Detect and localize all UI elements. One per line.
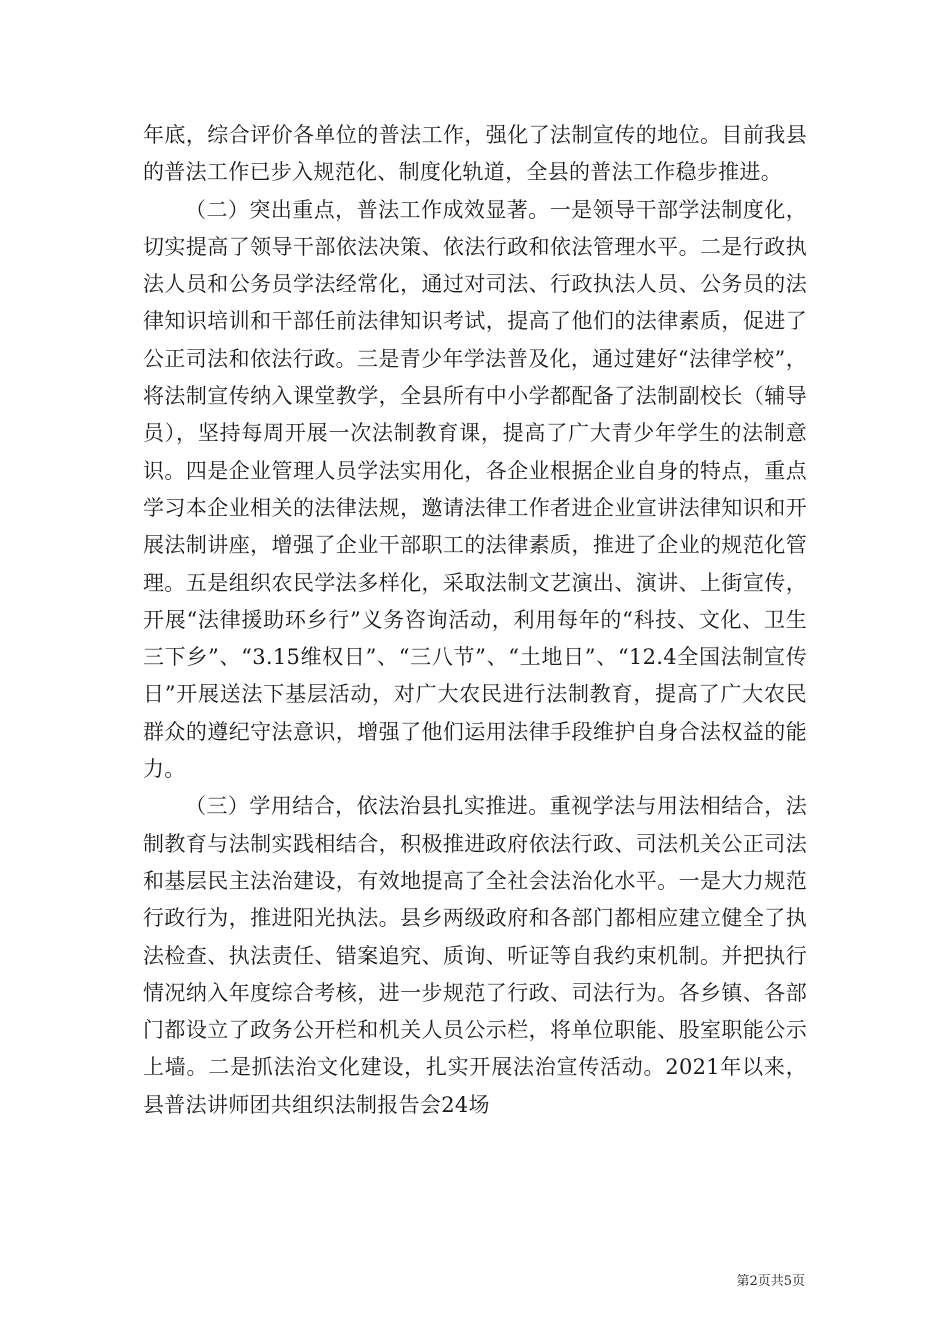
paragraph-2: （二）突出重点，普法工作成效显著。一是领导干部学法制度化，切实提高了领导干部依法决策、依法行政和依法管理水平。二是行政执法人员和公务员学法经常化，通过对司法、行政执法人员、公务员的法律知识培训和干部任前法律知识考试，提高了他们的法律素质，促进了公正司法和依法行政。三是青少年学法普及化，通过建好“法律学校”，将法制宣传纳入课堂教学，全县所有中小学都配备了法制副校长（辅导员），坚持每周开展一次法制教育课，提高了广大青少年学生的法制意识。四是企业管理人员学法实用化，各企业根据企业自身的特点，重点学习本企业相关的法律法规，邀请法律工作者进企业宣讲法律知识和开展法制讲座，增强了企业干部职工的法律素质，推进了企业的规范化管理。五是组织农民学法多样化，采取法制文艺演出、演讲、上街宣传，开展“法律援助环乡行”义务咨询活动，利用每年的“科技、文化、卫生三下乡”、“3.15维权日”、“三八节”、“土地日”、“12.4全国法制宣传日”开展送法下基层活动，对广大农民进行法制教育，提高了广大农民群众的遵纪守法意识，增强了他们运用法律手段维护自身合法权益的能力。 bbox=[143, 197, 807, 782]
document-body bbox=[143, 117, 807, 1124]
page-number-footer: 第2页共5页 bbox=[736, 1274, 805, 1289]
paragraph-3: （三）学用结合，依法治县扎实推进。重视学法与用法相结合，法制教育与法制实践相结合，积极推进政府依法行政、司法机关公正司法和基层民主法治建设，有效地提高了全社会法治化水平。一是大力规范行政行为，推进阳光执法。县乡两级政府和各部门都相应建立健全了执法检查、执法责任、错案追究、质询、听证等自我约束机制。并把执行情况纳入年度综合考核，进一步规范了行政、司法行为。各乡镇、各部门都设立了政务公开栏和机关人员公示栏，将单位职能、股室职能公示上墙。二是抓法治文化建设，扎实开展法治宣传活动。2021年以来，县普法讲师团共组织法制报告会24场 bbox=[143, 794, 807, 1117]
paragraph-1: 年底，综合评价各单位的普法工作，强化了法制宣传的地位。目前我县的普法工作已步入规范化、制度化轨道，全县的普法工作稳步推进。 bbox=[143, 123, 807, 185]
